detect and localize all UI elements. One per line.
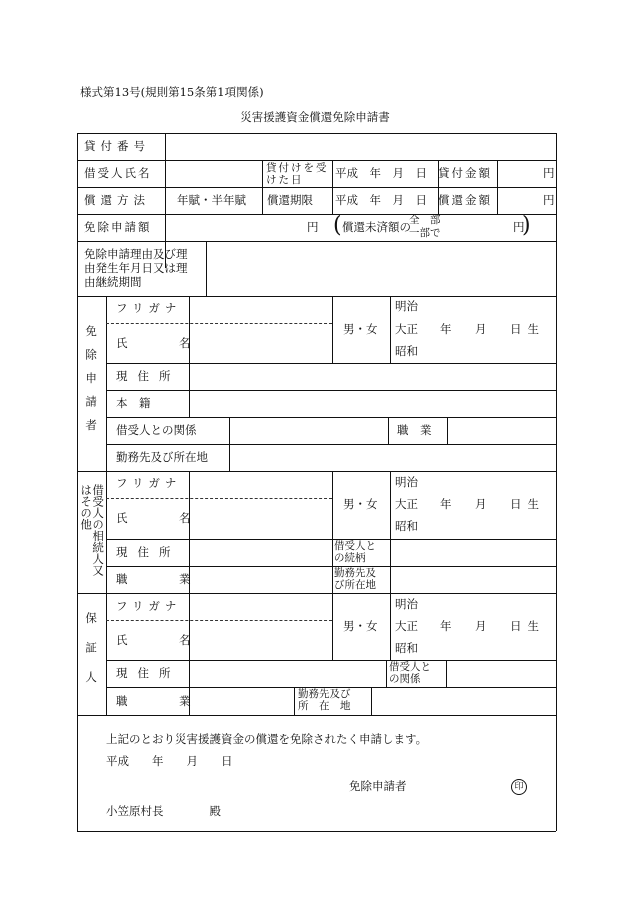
guarantor-workplace-label-1: 勤務先及び bbox=[298, 688, 351, 700]
guarantor-era-meiji: 明治 bbox=[395, 597, 418, 611]
successor-furigana-label: フリガナ bbox=[116, 476, 182, 490]
guarantor-occupation-label: 職 業 bbox=[116, 694, 211, 708]
form-number: 様式第13号(規則第15条第1項関係) bbox=[80, 85, 264, 99]
exemption-label: 免除申請額 bbox=[84, 220, 152, 234]
guarantor-relation-label-2: の関係 bbox=[389, 673, 421, 685]
applicant-occupation-label: 職 業 bbox=[397, 423, 432, 437]
applicant-birth: 年 月 日生 bbox=[440, 322, 545, 336]
successor-relation-label-2: の続柄 bbox=[334, 552, 366, 564]
applicant-gender: 男・女 bbox=[343, 322, 378, 336]
applicant-workplace-label: 勤務先及び所在地 bbox=[116, 450, 208, 464]
unpaid-yen: 円 bbox=[513, 220, 525, 234]
successor-name-label: 氏 名 bbox=[116, 511, 211, 525]
guarantor-group-label: 保証人 bbox=[84, 612, 99, 701]
successor-era-showa: 昭和 bbox=[395, 519, 418, 533]
applicant-domicile-label: 本 籍 bbox=[116, 396, 151, 410]
guarantor-furigana-label: フリガナ bbox=[116, 599, 182, 613]
loan-amount-yen: 円 bbox=[543, 166, 555, 180]
applicant-name-label: 氏 名 bbox=[116, 336, 211, 350]
method-label: 償還方法 bbox=[84, 193, 150, 207]
successor-birth: 年 月 日生 bbox=[440, 497, 545, 511]
successor-workplace-label-2: び所在地 bbox=[334, 579, 376, 591]
successor-relation-label-1: 借受人と bbox=[334, 540, 376, 552]
successor-address-label: 現住所 bbox=[116, 545, 181, 559]
loan-number-label: 貸付番号 bbox=[84, 139, 150, 153]
document-title: 災害援護資金償還免除申請書 bbox=[240, 110, 390, 124]
guarantor-relation-label-1: 借受人と bbox=[389, 661, 431, 673]
statement-text: 上記のとおり災害援護資金の償還を免除されたく申請します。 bbox=[106, 732, 428, 746]
exemption-yen: 円 bbox=[307, 220, 319, 234]
applicant-group-label: 免除申請者 bbox=[84, 325, 99, 443]
unpaid-all: 全 部 bbox=[409, 214, 441, 226]
repaid-label: 償還金額 bbox=[438, 193, 492, 207]
applicant-address-label: 現住所 bbox=[116, 369, 181, 383]
addressee: 小笠原村長 殿 bbox=[106, 804, 221, 818]
method-value: 年賦・半年賦 bbox=[177, 193, 246, 207]
bracket-left: ( bbox=[333, 213, 342, 238]
unpaid-prefix: 償還未済額の bbox=[342, 220, 411, 234]
applicant-relation-label: 借受人との関係 bbox=[116, 423, 197, 437]
repaid-yen: 円 bbox=[543, 193, 555, 207]
successor-gender: 男・女 bbox=[343, 497, 378, 511]
borrower-name-label: 借受人氏名 bbox=[84, 166, 152, 180]
applicant-era-meiji: 明治 bbox=[395, 299, 418, 313]
guarantor-name-label: 氏 名 bbox=[116, 633, 211, 647]
period-label: 償還期限 bbox=[267, 193, 313, 207]
loan-date-label: 貸付けを受けた日 bbox=[266, 162, 329, 186]
loan-date-value: 平成 年 月 日 bbox=[335, 166, 427, 180]
applicant-era-taisho: 大正 bbox=[395, 322, 418, 336]
guarantor-era-taisho: 大正 bbox=[395, 619, 418, 633]
reason-label-1: 免除申請理由及び理 bbox=[84, 247, 188, 261]
period-value: 平成 年 月 日 bbox=[335, 193, 427, 207]
guarantor-era-showa: 昭和 bbox=[395, 641, 418, 655]
applicant-era-showa: 昭和 bbox=[395, 344, 418, 358]
guarantor-birth: 年 月 日生 bbox=[440, 619, 545, 633]
successor-era-taisho: 大正 bbox=[395, 497, 418, 511]
successor-group-label: 借受人の相続人又はその他 bbox=[79, 484, 106, 576]
loan-amount-label: 貸付金額 bbox=[438, 166, 492, 180]
guarantor-workplace-label-2: 所 在 地 bbox=[298, 700, 351, 712]
bracket-right: ) bbox=[522, 213, 531, 238]
successor-era-meiji: 明治 bbox=[395, 475, 418, 489]
unpaid-part: 一部で bbox=[409, 227, 441, 239]
guarantor-address-label: 現住所 bbox=[116, 666, 181, 680]
applicant-furigana-label: フリガナ bbox=[116, 301, 182, 315]
reason-label-3: 由継続期間 bbox=[84, 275, 142, 289]
successor-occupation-label: 職 業 bbox=[116, 572, 211, 586]
reason-label-2: 由発生年月日又は理 bbox=[84, 261, 188, 275]
application-date: 平成 年 月 日 bbox=[106, 754, 233, 768]
applicant-signature-label: 免除申請者 bbox=[349, 779, 407, 793]
successor-workplace-label-1: 勤務先及 bbox=[334, 567, 376, 579]
guarantor-gender: 男・女 bbox=[343, 619, 378, 633]
seal-mark: 印 bbox=[511, 779, 527, 795]
